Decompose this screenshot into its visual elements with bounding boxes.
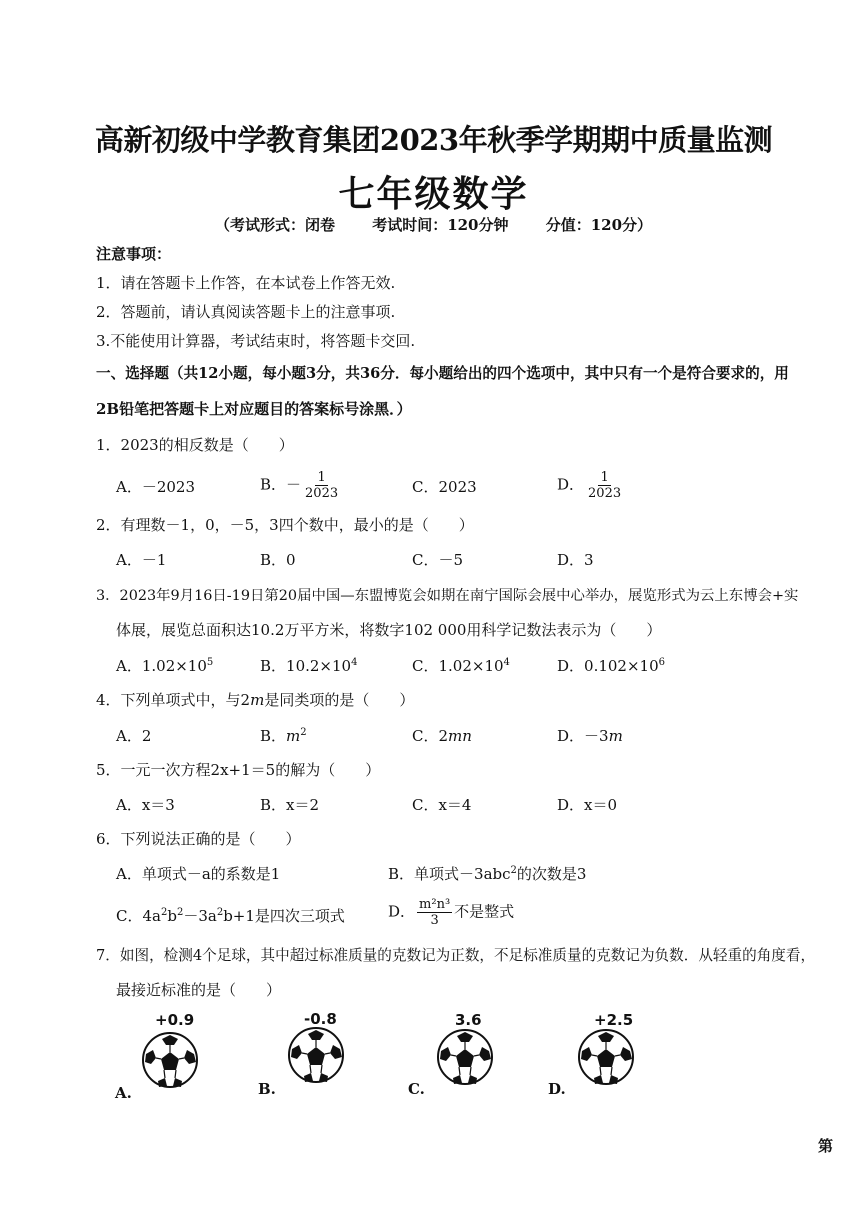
q2-option-c: C．－5 (412, 551, 464, 569)
q6-option-c: C．$4a^2b^2-3a^2b+1$是四次三项式 (116, 907, 345, 925)
q2-option-a: A．－1 (116, 551, 167, 569)
q3-option-c: C．$1.02\times 10^4$ (412, 657, 510, 675)
ball-weight-label: +0.9 (155, 1011, 195, 1029)
q5-option-c: C．x＝4 (412, 796, 472, 814)
note-item-2: 2．答题前，请认真阅读答题卡上的注意事项. (96, 303, 396, 321)
exam-form: （考试形式：闭卷 (214, 216, 335, 234)
q2-option-b: B．0 (260, 551, 296, 569)
q6-stem: 6．下列说法正确的是（ ） (96, 830, 301, 848)
q1-d-fraction: $\frac{1}{2023}$ (588, 470, 622, 501)
q3-option-b: B．$10.2\times 10^4$ (260, 657, 358, 675)
q1-b-fraction: $\frac{1}{2023}$ (305, 470, 339, 501)
notes-heading: 注意事项： (96, 245, 172, 263)
q1-option-c: C．2023 (412, 478, 477, 496)
soccer-ball-icon (436, 1028, 494, 1090)
q6-option-b: B．单项式－3abc$^2$的次数是3 (388, 865, 587, 883)
q3-line2: 体展，展览总面积达10.2万平方米，将数字102 000用科学记数法表示为（ ） (116, 621, 662, 639)
soccer-ball-icon (577, 1028, 635, 1090)
ball-weight-label: -0.8 (304, 1010, 337, 1028)
exam-title: 高新初级中学教育集团2023年秋季学期期中质量监测 (94, 123, 773, 157)
q4-stem: 4．下列单项式中，与2m是同类项的是（ ） (96, 691, 415, 709)
q5-option-a: A．x＝3 (116, 796, 175, 814)
q2-stem: 2．有理数－1，0，－5，3四个数中，最小的是（ ） (96, 516, 474, 534)
q6-d-fraction: $\frac{\text{m²n³}}{3}$ (419, 897, 451, 928)
q4-option-b: B．$m^2$ (260, 727, 307, 745)
ball-weight-label: +2.5 (594, 1011, 634, 1029)
q4-option-c: C．2mn (412, 727, 472, 745)
q1-option-d: D． $\frac{1}{2023}$ (557, 470, 622, 501)
subject-title: 七年级数学 (338, 173, 529, 215)
note-item-1: 1．请在答题卡上作答，在本试卷上作答无效. (96, 274, 396, 292)
exam-score: 分值：120分） (545, 216, 653, 234)
q2-option-d: D．3 (557, 551, 594, 569)
q5-option-b: B．x＝2 (260, 796, 320, 814)
ball-option-label: B. (258, 1080, 276, 1098)
section1-line1: 一、选择题（共12小题，每小题3分，共36分．每小题给出的四个选项中，其中只有一个是符合要求的，用 (96, 365, 789, 382)
q5-stem: 5．一元一次方程2x+1＝5的解为（ ） (96, 761, 381, 779)
q1-option-a: A．－2023 (116, 478, 196, 496)
q3-option-a: A．$1.02\times 10^5$ (116, 657, 214, 675)
q4-option-d: D．－3m (557, 727, 623, 745)
q6-option-d: D． $\frac{\text{m²n³}}{3}$ 不是整式 (388, 897, 515, 928)
ball-weight-label: 3.6 (455, 1011, 482, 1029)
soccer-ball-icon (287, 1026, 345, 1088)
section1-line2: 2B铅笔把答题卡上对应题目的答案标号涂黑．） (96, 400, 412, 418)
ball-option-label: D. (548, 1080, 566, 1098)
q3-option-d: D．$0.102\times 10^6$ (557, 657, 665, 675)
q4-option-a: A．2 (116, 727, 152, 745)
q6-option-a: A．单项式－a的系数是1 (116, 865, 281, 883)
q7-line2: 最接近标准的是（ ） (116, 981, 282, 999)
exam-time: 考试时间：120分钟 (372, 216, 509, 234)
q7-line1: 7．如图，检测4个足球，其中超过标准质量的克数记为正数，不足标准质量的克数记为负数．从轻重的角度看， (96, 947, 816, 964)
note-item-3: 3.不能使用计算器，考试结束时，将答题卡交回. (96, 332, 416, 350)
q1-stem: 1．2023的相反数是（ ） (96, 436, 294, 454)
soccer-ball-icon (141, 1031, 199, 1093)
exam-info (0, 214, 867, 235)
q1-option-b: B．－ $\frac{1}{2023}$ (260, 470, 339, 501)
ball-option-label: A. (115, 1084, 132, 1102)
page-number: 第 (818, 1137, 834, 1155)
ball-option-label: C. (408, 1080, 425, 1098)
q5-option-d: D．x＝0 (557, 796, 618, 814)
q3-line1: 3．2023年9月16日-19日第20届中国—东盟博览会如期在南宁国际会展中心举办，展览形式为云上东博会+实 (96, 588, 799, 604)
